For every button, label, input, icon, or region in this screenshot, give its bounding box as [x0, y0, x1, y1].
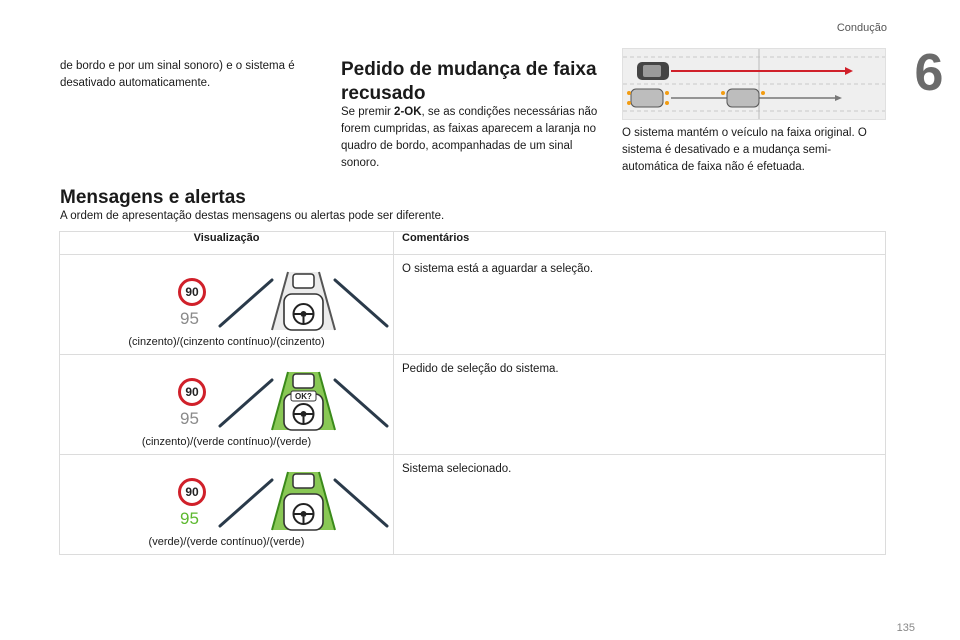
car-ahead-icon	[293, 474, 314, 488]
lane-display-icon	[216, 368, 391, 434]
comment-cell: Pedido de seleção do sistema.	[394, 355, 886, 455]
lane-display-icon	[216, 268, 391, 334]
system-keeps-lane-text: O sistema mantém o veículo na faixa original. O sistema é desativado e a mudança semi-automática de faixa não é efetuada.	[622, 127, 867, 173]
right-lane-edge	[335, 280, 387, 326]
left-lane-edge	[220, 480, 272, 526]
column-header-comments: Comentários	[394, 232, 886, 255]
right-lane-edge	[335, 380, 387, 426]
lane-display-icon	[216, 468, 391, 534]
current-speed: 95	[180, 309, 199, 328]
column-header-display: Visualização	[60, 232, 394, 255]
lane-change-refused-title: Pedido de mudança de faixa recusado	[341, 59, 597, 104]
current-speed: 95	[180, 409, 199, 428]
body-suffix: , se as condições necessárias não forem cumpridas, as faixas aparecem a laranja no quadro de bordo, acompanhadas de um sinal sonoro.	[341, 106, 598, 169]
ok-badge-label: OK?	[295, 392, 312, 401]
lane-change-diagram	[623, 49, 885, 119]
table-row	[60, 255, 886, 355]
display-cell	[60, 455, 394, 555]
display-cell	[60, 355, 394, 455]
speed-limit-sign: 90	[178, 478, 206, 506]
car-ahead-icon	[293, 274, 314, 288]
car-ahead-icon	[293, 374, 314, 388]
comment-cell: Sistema selecionado.	[394, 455, 886, 555]
display-caption: (verde)/(verde contínuo)/(verde)	[148, 536, 305, 548]
table-header-row	[60, 232, 886, 255]
display-cell	[60, 255, 394, 355]
body-prefix: Se premir	[341, 106, 395, 118]
table-row	[60, 355, 886, 455]
comment-cell: O sistema está a aguardar a seleção.	[394, 255, 886, 355]
table-row	[60, 455, 886, 555]
speed-limit-sign: 90	[178, 278, 206, 306]
left-lane-edge	[220, 380, 272, 426]
messages-alerts-intro: A ordem de apresentação destas mensagens ou alertas pode ser diferente.	[60, 210, 445, 222]
current-speed: 95	[180, 509, 199, 528]
ghost-car-icon	[631, 89, 663, 107]
speed-limit-sign: 90	[178, 378, 206, 406]
chapter-number: 6	[914, 44, 944, 102]
right-lane-edge	[335, 480, 387, 526]
own-car-icon	[727, 89, 759, 107]
lane-change-illustration	[622, 48, 886, 120]
left-lane-edge	[220, 280, 272, 326]
section-header: Condução	[836, 22, 887, 34]
messages-alerts-title: Mensagens e alertas	[60, 187, 246, 208]
ok-button-label: 2-OK	[394, 106, 422, 118]
display-caption: (cinzento)/(cinzento contínuo)/(cinzento)	[128, 336, 325, 348]
continued-paragraph: de bordo e por um sinal sonoro) e o sistema é desativado automaticamente.	[60, 60, 295, 89]
chapter-tab	[898, 38, 960, 108]
messages-table	[59, 231, 886, 555]
display-caption: (cinzento)/(verde contínuo)/(verde)	[141, 436, 312, 448]
lane-change-refused-body	[341, 104, 603, 172]
page-number: 135	[896, 622, 915, 634]
